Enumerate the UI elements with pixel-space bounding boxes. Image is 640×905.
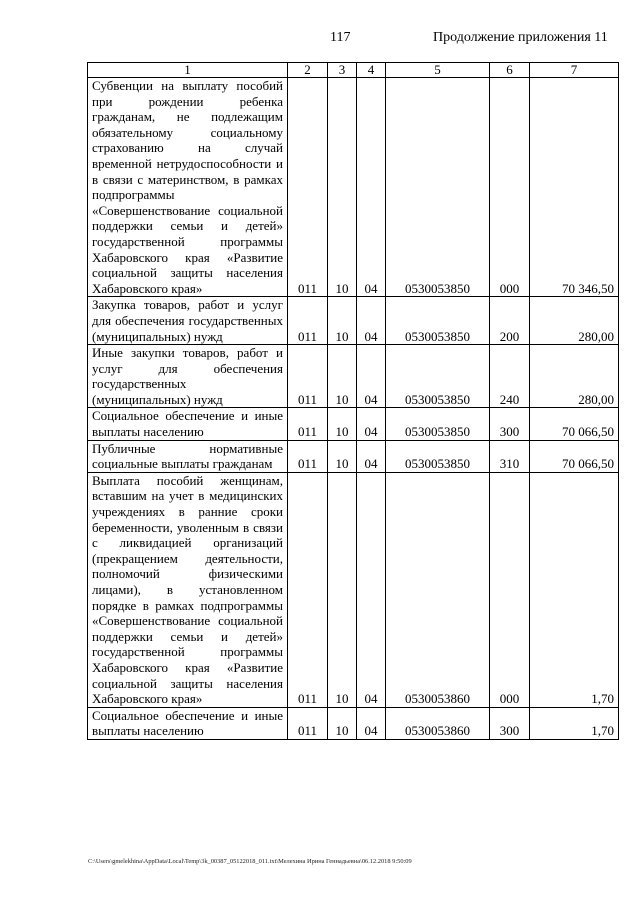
row-expense-type-code: 000 — [490, 472, 530, 707]
column-header-section: 3 — [328, 63, 357, 78]
table-row — [88, 297, 619, 345]
row-section-code: 10 — [328, 472, 357, 707]
row-description: Иные закупки товаров, работ и услуг для обеспечения государственных (муниципальных) нужд — [88, 345, 288, 408]
row-description: Социальное обеспечение и иные выплаты населению — [88, 707, 288, 739]
row-subsection-code: 04 — [357, 440, 386, 472]
column-header-target-article: 5 — [386, 63, 490, 78]
appendix-title: Продолжение приложения 11 — [433, 30, 608, 45]
row-target-article-code: 0530053850 — [386, 345, 490, 408]
column-header-ministry: 2 — [288, 63, 328, 78]
table-row — [88, 472, 619, 707]
table-row — [88, 345, 619, 408]
row-ministry-code: 011 — [288, 297, 328, 345]
row-amount: 1,70 — [530, 472, 619, 707]
row-section-code: 10 — [328, 408, 357, 440]
row-amount: 70 066,50 — [530, 440, 619, 472]
row-expense-type-code: 200 — [490, 297, 530, 345]
table-row — [88, 707, 619, 739]
row-ministry-code: 011 — [288, 707, 328, 739]
row-target-article-code: 0530053850 — [386, 440, 490, 472]
row-amount: 280,00 — [530, 297, 619, 345]
row-subsection-code: 04 — [357, 78, 386, 297]
row-subsection-code: 04 — [357, 297, 386, 345]
table-row — [88, 78, 619, 297]
row-subsection-code: 04 — [357, 472, 386, 707]
row-target-article-code: 0530053860 — [386, 472, 490, 707]
row-ministry-code: 011 — [288, 78, 328, 297]
footer-file-path: C:\Users\gmelekhina\AppData\Local\Temp\3k_00387_05122018_011.txt\Мелехина Ирина Геннадьевна\06.12.2018 9:50:09 — [88, 858, 412, 865]
row-amount: 280,00 — [530, 345, 619, 408]
row-section-code: 10 — [328, 78, 357, 297]
row-expense-type-code: 300 — [490, 707, 530, 739]
row-target-article-code: 0530053850 — [386, 408, 490, 440]
row-amount: 70 346,50 — [530, 78, 619, 297]
column-header-amount: 7 — [530, 63, 619, 78]
row-target-article-code: 0530053850 — [386, 297, 490, 345]
budget-table — [87, 62, 619, 740]
row-description: Субвенции на выплату пособий при рождении ребенка гражданам, не подлежащим обязательному социальному страхованию на случай временной нетрудоспособности и в связи с материнством, в рамках подпрограммы «Совершенствование социальной поддержки семьи и детей» государственной программы Хабаровского края «Развитие социальной защиты населения Хабаровского края» — [88, 78, 288, 297]
row-ministry-code: 011 — [288, 345, 328, 408]
row-section-code: 10 — [328, 440, 357, 472]
table-header — [88, 63, 619, 78]
row-ministry-code: 011 — [288, 440, 328, 472]
row-amount: 70 066,50 — [530, 408, 619, 440]
row-target-article-code: 0530053860 — [386, 707, 490, 739]
row-amount: 1,70 — [530, 707, 619, 739]
row-expense-type-code: 240 — [490, 345, 530, 408]
row-description: Закупка товаров, работ и услуг для обеспечения государственных (муниципальных) нужд — [88, 297, 288, 345]
row-target-article-code: 0530053850 — [386, 78, 490, 297]
row-ministry-code: 011 — [288, 408, 328, 440]
page-number: 117 — [330, 30, 351, 45]
column-header-expense-type: 6 — [490, 63, 530, 78]
row-ministry-code: 011 — [288, 472, 328, 707]
row-description: Выплата пособий женщинам, вставшим на учет в медицинских учреждениях в ранние сроки беременности, уволенным в связи с ликвидацией организаций (прекращением деятельности, полномочий физическими лицами), в установленном порядке в рамках подпрограммы «Совершенствование социальной поддержки семьи и детей» государственной программы Хабаровского края «Развитие социальной защиты населения Хабаровского края» — [88, 472, 288, 707]
row-section-code: 10 — [328, 345, 357, 408]
row-expense-type-code: 300 — [490, 408, 530, 440]
row-section-code: 10 — [328, 297, 357, 345]
row-subsection-code: 04 — [357, 408, 386, 440]
row-description: Социальное обеспечение и иные выплаты населению — [88, 408, 288, 440]
column-header-description: 1 — [88, 63, 288, 78]
row-expense-type-code: 000 — [490, 78, 530, 297]
row-description: Публичные нормативные социальные выплаты гражданам — [88, 440, 288, 472]
row-expense-type-code: 310 — [490, 440, 530, 472]
row-section-code: 10 — [328, 707, 357, 739]
table-row — [88, 408, 619, 440]
table-row — [88, 440, 619, 472]
column-header-subsection: 4 — [357, 63, 386, 78]
row-subsection-code: 04 — [357, 345, 386, 408]
column-header-row — [88, 63, 619, 78]
row-subsection-code: 04 — [357, 707, 386, 739]
